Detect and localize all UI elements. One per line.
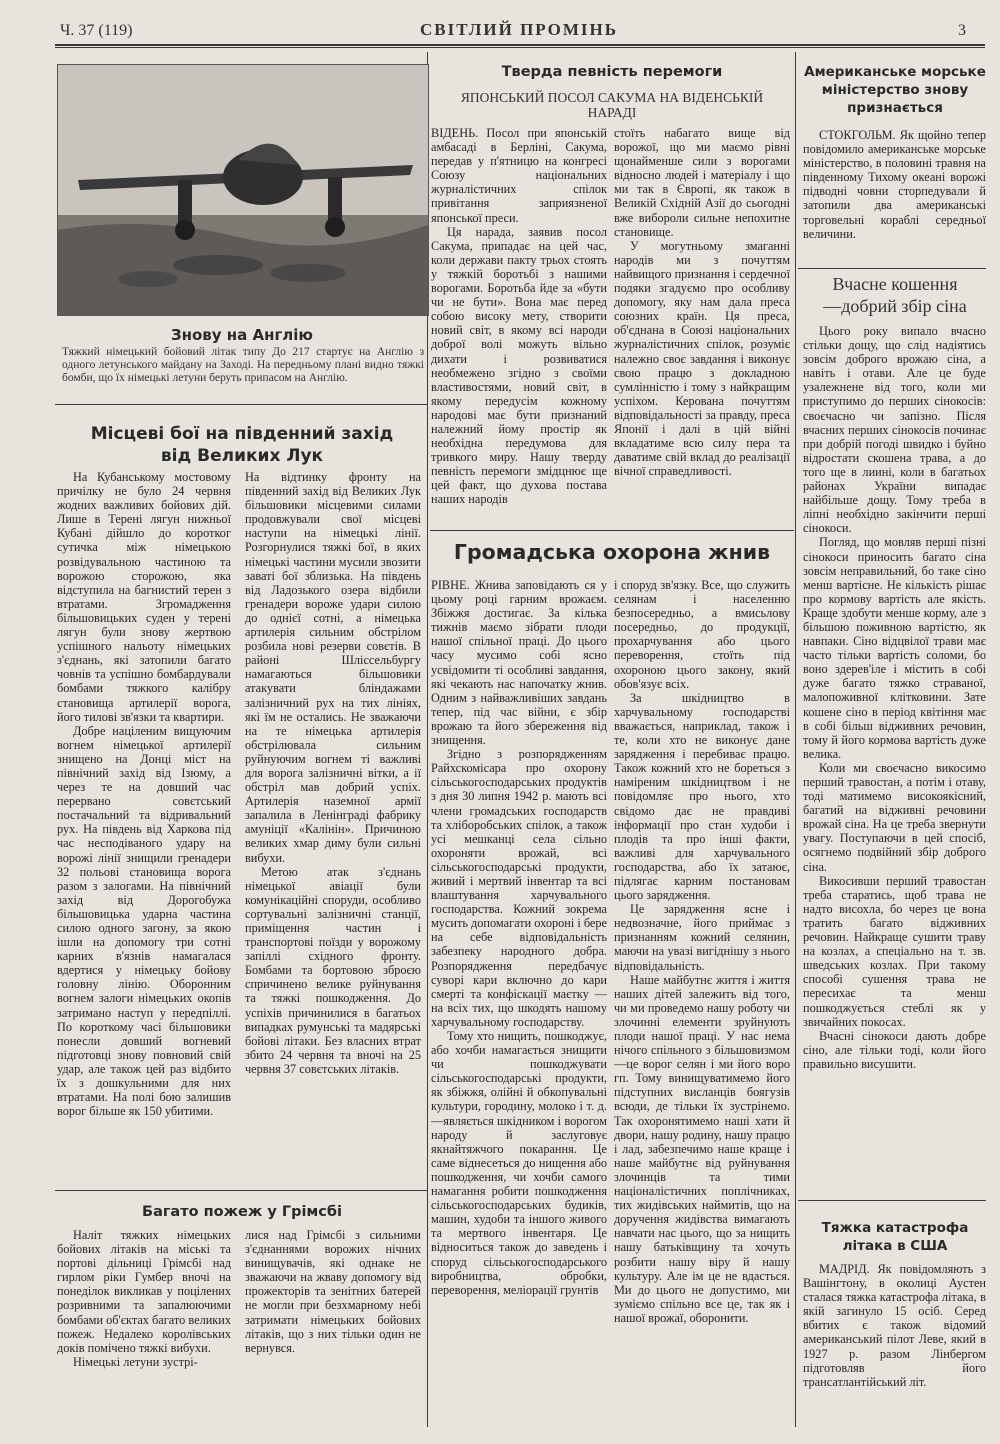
paragraph: Погляд, що мовляв перші пізні сінокоси приносить багато сіна зовсім неправильний, бо таке сіно менш вартісне. Не кількість рішає про кормову вартість але якість. Краще здобути менше корму, але з більшою поживною вартістю, як навпаки. Сіно відцвілої трави має часто тільки вартість соломи, бо воно здерев'іле і містить в собі дуже багато тяжко страваної, малопоживної клітковини. Зате кошене сіно в період квітіння має в собі більш відживних речовин, тому й його кормова вартість дуже велика.: [803, 535, 986, 761]
paragraph: Цього року випало вчасно стільки дощу, що слід надіятись зовсім доброго врожаю сіна, а навіть і отави. Але це буде узалежнене від того, коли ми приступимо до перших сінокосів: своєчасно чи запізно. Після вчасних перших сінокосів починає при добрій погоді швидко і буйно відростати скошена трава, а до того ще в лиині, коли в багатьох районах України випадає найбільше дощу. Тому треба в ліпні необхідно закінчити перші сінокоси.: [803, 324, 986, 536]
paragraph: Викосивши перший травостан треба старатись, щоб трава не надто висохла, бо через це вона тратить багато відживних речовин. Найкраще сушити траву на козлах, а спеціально на т. зв. шведських козлах. При такому способі сушення трава не пересихає та менш пошкоджується стеблі як у звичайних покосах.: [803, 873, 986, 1029]
paragraph: ВІДЕНЬ. Посол при японській амбасаді в Берліні, Сакума, передав у п'ятницю на конгресі Союзу національних журналістичних спілок привітання заприязненої японської преси.: [431, 126, 607, 225]
newspaper-title: СВІТЛИЙ ПРОМІНЬ: [420, 20, 618, 39]
article-column-america: [803, 128, 986, 264]
article-column-crash: [803, 1262, 986, 1426]
article-title-grimsby: Багато пожеж у Грімсбі: [142, 1204, 342, 1220]
paragraph: Німецькі летуни зустрі-: [73, 1354, 198, 1369]
section-rule: [55, 1190, 427, 1191]
article-column-harvest-2: [614, 578, 790, 1426]
article-column-hay: [803, 324, 986, 1194]
article-column-japan-1: [431, 126, 607, 532]
article-title-luky-2: від Великих Лук: [160, 446, 324, 466]
article-column-luky-1: [57, 470, 231, 1182]
paragraph: МАДРІД. Як повідомляють з Вашінгтону, в околиці Аустен сталася тяжка катастрофа літака, в якій загинуло 15 осіб. Серед вбитих є також відомий американський пілот Леве, який в 1927 р. разом Лінбергом підготовляв його трансатлантійський літ.: [803, 1262, 986, 1389]
paragraph: Метою атак з'єднань німецької авіації були комунікаційні споруди, особливо сортувальні залізничні станції, приміщення частин і транспортові поїзди у ворожому запіллі східного фронту. Бомбами та бортовою зброєю спричинено велике руйнування та тяжкі пошкодження. До успіхів причинилися в багатьох випадках румунські та мадярські бойові літаки. Без власних втрат збито 24 червня та вночі на 25 червня 37 совєтських літаків.: [245, 864, 421, 1076]
article-column-grimsby-2: [245, 1228, 421, 1426]
article-title-harvest: Громадська охорона жнив: [453, 540, 771, 564]
article-column-grimsby-1: [57, 1228, 231, 1426]
airplane-photo: [57, 64, 429, 316]
article-title-luky-1: Місцеві бої на південний захід: [90, 424, 394, 444]
article-title-hay-2: —добрий збір сіна: [823, 296, 967, 316]
article-title-america-2: міністерство знову: [821, 82, 969, 98]
article-title-japan: Тверда певність перемоги: [501, 64, 723, 80]
paragraph: За шкідництво в харчувальному господарстві вважається, наприклад, також і те, коли хто не виконує дане зарядження і перебиває працю. Також кожний хто не бореться з наміреним шкідництвом і не повідомляє про нього, хто свідомо дає не правдиві інформації про стан худоби і плодів та про інші факти, важливі для харчувального господарства, або їх затаює, підлягає карним постановам цього зарядження.: [614, 690, 790, 903]
section-rule: [798, 268, 986, 269]
paragraph: стоїть набагато вище від ворожої, що ми маємо рівні щонайменше сили з ворогами відносно людей і матеріалу і що ми так в Європі, як також в Великій Східній Азії до сьогодні вже вибороли сильне непохитне становище.: [614, 126, 790, 239]
section-rule: [55, 404, 427, 405]
masthead-rule-thin: [55, 47, 985, 48]
paragraph: На Кубанському мостовому причілку не було 24 червня жодних важливих бойових дій. Лише в Терені лягун нижньої Кубані дійшло до коротког сутичка між німецькою розвідувальною частиною та ворожою сторожою, яка відступила на багнистий терен з втратами. Згромадження більшовицьких суден у терені лягун були знову жертвою успішного нальоту німецьких з'єднань, які затопили багато човнів та успішно бомбардували бомбами тяжкого калібру становища артилерії ворога, його тилові зв'язки та квартири.: [57, 470, 231, 724]
paragraph: У могутньому змаганні народів ми з почуттям найвищого признання і сердечної подяки згадуємо про особливу допомогу, яку нам дала преса союзних країн. Ця преса, об'єднана в Союзі національних журналістичних спілок, розуміє належно своє завдання і виконує свою працю з докладною сумлінністю і тому з найкращим успіхом. Керована почуттям відповідальності за правду, преса Японії і далі в цій війні вкладатиме всю силу пера та даватиме свій вклад до реалізації вічної справедливості.: [614, 238, 790, 479]
paragraph: СТОКГОЛЬМ. Як щойно тепер повідомило американське морське міністерство, в половині травня на південному Тихому океані ворожі підводні човни сторпедували й затопили два американські торговельні кораблі середньої величини.: [803, 128, 986, 241]
masthead-rule: [55, 44, 985, 46]
paragraph: Наліт тяжких німецьких бойових літаків на міські та портові дільниці Грімсбі над гирлом ріки Гумбер вночі на понеділок викликав у поцілених розривними та запалюючими бомбами об'єктах багато великих пожеж. Недалеко королівських доків помічено тяжкі вибухи.: [57, 1228, 231, 1355]
article-column-japan-2: [614, 126, 790, 532]
issue-number: Ч. 37 (119): [60, 22, 133, 39]
paragraph: Згідно з розпорядженням Райхскомісара про охорону сільськогосподарських продуктів з дня 30 липня 1942 р. мають всі члени громадських господарств та хліборобських спілок, а також усі мешканці села сільно охороняти врожай, всі сільськогосподарські продукти, живий і мертвий інвентар та всі влаштування харчувального господарства. Кожний зокрема мусить допомагати охороні і бере на себе відповідальність забезпеку народного добра. Розпорядження передбачує суворі кари включно до кари смерті та конфіскації маєтку — на всіх тих, що шкодять нашому харчувальному господарству.: [431, 747, 607, 1029]
article-title-america-1: Американське морське: [804, 64, 986, 80]
paragraph: лися над Грімсбі з сильними з'єднаннями ворожих нічних винищувачів, які однаке не зважаючи на жваву допомогу від прожекторів та зенітних батерей не могли при безхмарному небі затримати німецьких бойових літаків, що з них тільки один не вернувся.: [245, 1228, 421, 1355]
paragraph: Добре націленим вищуючим вогнем німецької артилерії знищено на Донці міст на північний захід від Ізюму, а через те на довший час перервано совєтський постачальний та відривальний рух. На південь від Харкова під час несподіваного удару на ворожі лінії знищили гренадери 32 польові становища ворога разом з залогами. На північний захід від Дорогобужа більшовицька ударна частина силою одного загону, за якою ішли на допомогу три сотні карних в'язнів намагалася вдертися у німецьку бойову головну лінію. Оборонним вогнем залоги німецьких окопів затримано наступ у передпіллі. По короткому часі більшовики понесли довший вогневий підготовці знову повновий свій удар, але також цей раз відбито їх з дошкульними для них втратами. На полі бою залишив ворог більше як 150 убитими.: [57, 723, 231, 1119]
paragraph: Наше майбутнє життя і життя наших дітей залежить від того, чи ми проведемо нашу роботу чи злочинні елементи зруйнують плоди нашої праці. У нас нема нічого спільного з більшовизмом—це ворог селян і ми його воро гп. Тому винищуватимемо його підступних висланців боягузів всюди, де тільки їх зустрінемо. Так охоронятимемо наші хати й двори, нашу родину, нашу працю і лад, забезпечимо наше краще і наше майбутнє від руйнування злочинців та тими націоналістичних поплічниках, тих жидівських наймитів, що на доручення жидівства вимагають навчати нас цього, що за нищить нашу батьківщину та хочуть розбити нашу віру й нашу культуру. Але ім це не вдасться. Ми до цього не допустимо, ми зуміємо спільно все це, так як і нашої врожаї, оборонити.: [614, 972, 790, 1325]
paragraph: Це зарядження ясне і недвозначне, його приймає з признанням кожний селянин, маючи на увазі вигіднішу з нього відповідальність.: [614, 902, 790, 973]
photo-caption: Тяжкий німецький бойовий літак типу До 217 стартує на Англію з одного летунського майдану на Заході. На передньому плані видно тяжкі бомби, що їх німецькі летуни беруть припасом на Англію.: [62, 346, 424, 384]
article-column-harvest-1: [431, 578, 607, 1426]
article-title-america-3: признається: [847, 100, 943, 116]
article-title-crash-1: Тяжка катастрофа: [821, 1220, 969, 1236]
section-rule: [798, 1200, 986, 1201]
section-rule: [430, 530, 794, 531]
article-title-crash-2: літака в США: [842, 1238, 948, 1254]
article-subtitle-japan: ЯПОНСЬКИЙ ПОСОЛ САКУМА НА ВІДЕНСЬКІЙ НАРАДІ: [460, 90, 764, 120]
paragraph: і споруд зв'язку. Все, що служить селянам і населенню безпосередньо, а вмисьлову посередньо, до продукції, прохарчування або цього переворення, стоїть під охороною цього закону, який обов'язує всіх.: [614, 578, 790, 691]
column-rule: [795, 52, 796, 1427]
paragraph: РІВНЕ. Жнива заповідають ся у цьому році гарним врожаєм. Збіжжя достигає. За кілька тижнів маємо зібрати плоди нашої спільної праці. До цього часу мусимо собі ясно усвідомити ті особливі завдання, які чекають нас напочатку жнив. Одним з найважливіших завдань тепер, під час війни, є збір врожаю та його збереження від знищення.: [431, 578, 607, 748]
paragraph: Тому хто нищить, пошкоджує, або хочби намагається знищити чи пошкоджувати сільськогосподарські продукти, як збіжжя, олійні й обкопувальні культури, городину, молоко і т. д.—являється шкідником і ворогом народу й заслуговує якнайтяжчого покарання. Це саме віднесеться до нищення або пошкодження, чи хочби самого намагання робити пошкодження сільськогосподарських будиків, машин, худоби та іншого живого та мертвого інвентаря. Це відноситься також до заведень і споруд сільськогосподарського виробництва, обробки, переворення, меліорації грунтів: [431, 1029, 607, 1297]
airplane-illustration: [58, 65, 428, 315]
paragraph: На відтинку фронту на південний захід від Великих Лук більшовики місцевими силами продовжували свої місцеві наступи на німецькі лінії. Розгорнулися тяжкі бої, в яких німецькі частини мусили звозити заваті бої зблизька. На південь від Ладозького озера відбили гренадери вороже удари силою до однієї сотні, а німецька артилерія сильним обстрілом розбила нові резерви совєтів. В районі Шліссельбургу намагаються більшовики атакувати бліндажами залізничний рух на тих лініях, які їм не остались. Не зважаючи на те німецька артилерія обстрілювала сильним руйнуючим вогнем ті важливі для ворога залізничні вітки, а ії обстріл мав добрий успіх. Артилерія наземної армії запалила в Ленінграді фабрику амуніції «Калінін». Причиною великих хмар диму були сильні вибухи.: [245, 470, 421, 865]
paragraph: Ця нарада, заявив посол Сакума, припадає на цей час, коли держави пакту трьох стоять у тяжкій боротьбі з нашими ворогами. Боротьба йде за «бути чи не бути». Вона має перед собою високу мету, створити новий світ, в якому всі народи доброї волі можуть вільно дихати і розвиватися необмежено згідно з своїми властивостями, новий світ, в якому передусім кожному народові має бути признаний належний йому простір як необхідна передумова для тривкого миру. Нашу тверду певність перемоги змідцнює ще цей факт, що духова постава наших народів: [431, 224, 607, 507]
paragraph: Вчасні сінокоси дають добре сіно, але тільки тоді, коли його правильно висушити.: [803, 1028, 986, 1071]
article-column-luky-2: [245, 470, 421, 1182]
page-number: 3: [958, 22, 966, 39]
photo-title: Знову на Англію: [170, 326, 314, 344]
article-title-hay-1: Вчасне кошення: [832, 274, 958, 294]
paragraph: Коли ми своєчасно викосимо перший травостан, а потім і отаву, тоді матимемо високоякісний, багатий на відживні речовини врожай сіна. На це треба звернути увагу. Поступаючи в цей спосіб, осягнемо подвійний збір доброго сіна.: [803, 760, 986, 874]
